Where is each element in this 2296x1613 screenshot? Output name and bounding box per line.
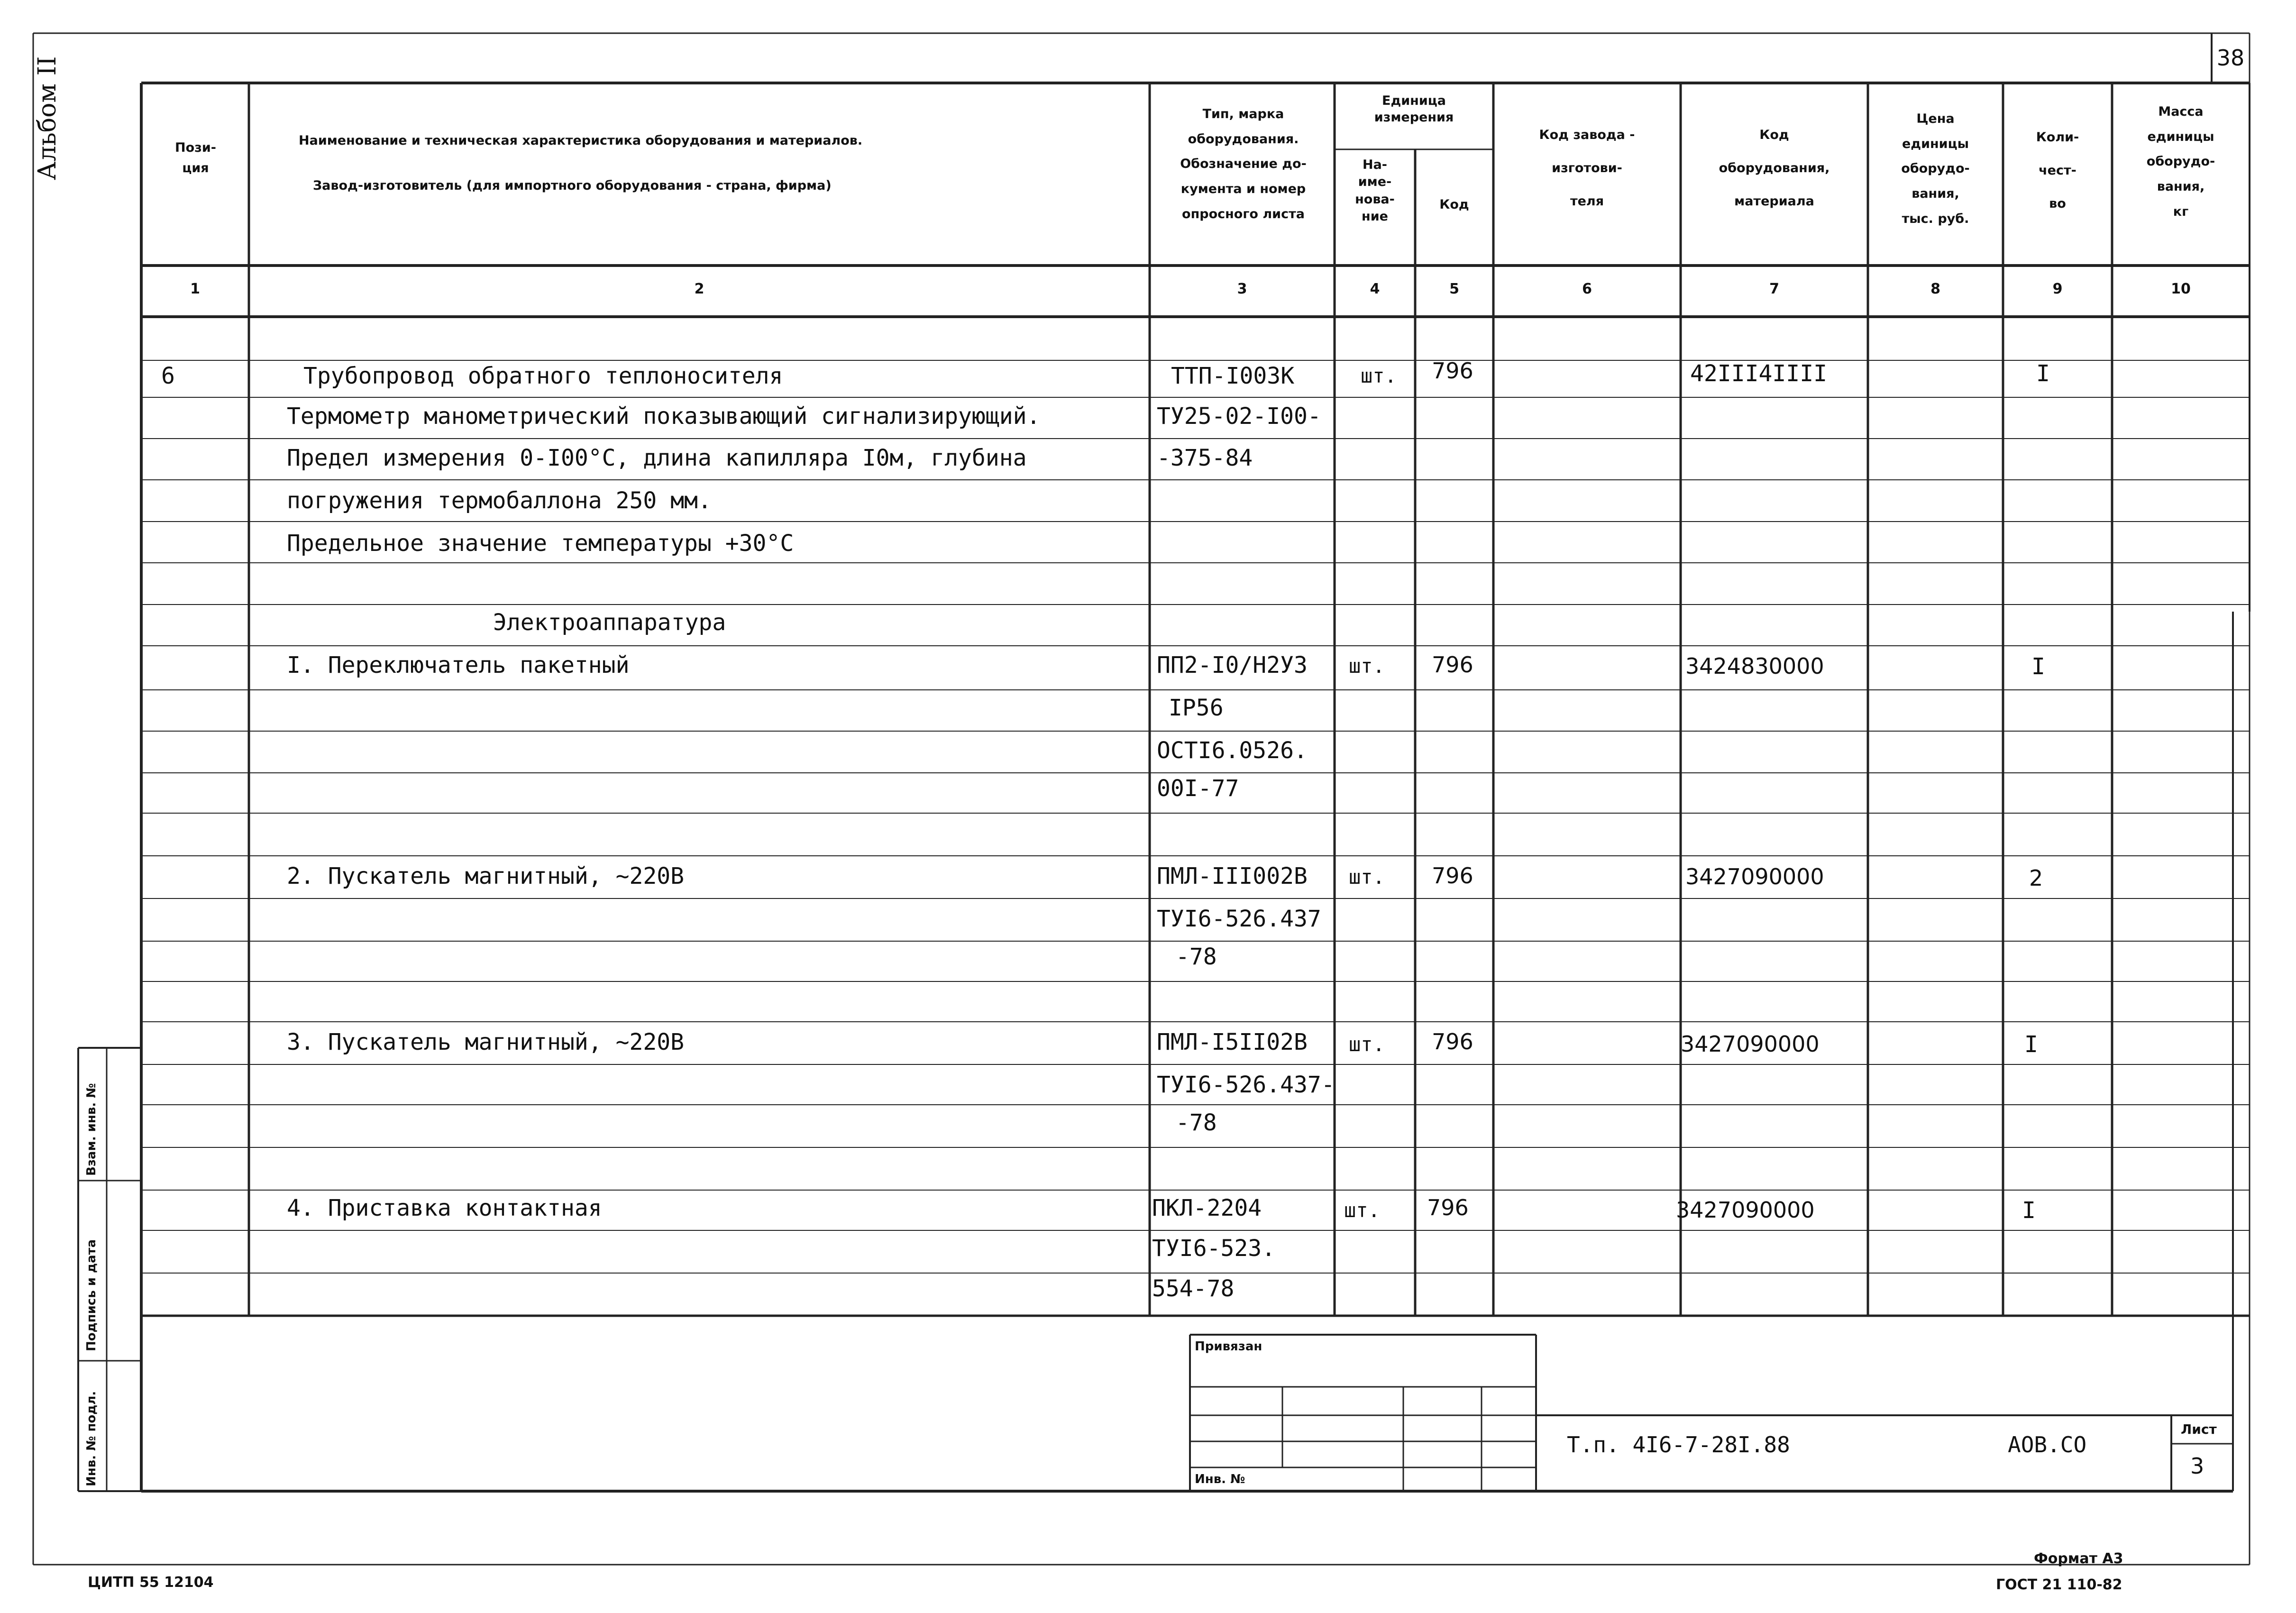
colnum-8: 8 [1930,281,1940,297]
header-quantity: Коли- чест- во [2036,130,2079,211]
row-unit-code: 796 [1427,1195,1469,1220]
header-price: Цена единицы оборудо- вания, тыс. руб. [1901,111,1970,226]
row-type: ТУ25-02-I00- [1157,403,1321,430]
row-type: ПП2-I0/Н2У3 [1157,652,1308,678]
row-unit: шт. [1349,865,1385,889]
row-equipment-code: 42III4IIII [1690,360,1827,387]
row-type: 00I-77 [1157,775,1239,802]
row-quantity: I [2036,360,2050,387]
row-name: 3. Пускатель магнитный, ~220В [287,1029,685,1055]
row-type: ТУI6-523. [1152,1235,1276,1262]
colnum-10: 10 [2171,281,2191,297]
row-type: IP56 [1169,695,1224,721]
row-name: Термометр манометрический показывающий сигнализирующий. [287,403,1041,430]
row-equipment-code: 3427090000 [1685,864,1824,889]
header-mass: Масса единицы оборудо- вания, кг [2146,104,2215,219]
row-equipment-code: 3424830000 [1685,653,1824,679]
footer-format: Формат А3 [2034,1550,2123,1567]
colnum-4: 4 [1370,281,1380,297]
header-unit-code: Код [1439,197,1469,212]
colnum-2: 2 [694,281,704,297]
row-equipment-code: 3427090000 [1681,1031,1820,1057]
stamp-inv-no: Инв. № [1195,1472,1245,1486]
section-title: Электроаппаратура [493,609,726,636]
row-type: ТТП-I003К [1171,363,1295,389]
side-label-inv-podl: Инв. № подл. [84,1391,99,1486]
colnum-6: 6 [1582,281,1592,297]
stamp-privyazan: Привязан [1195,1339,1262,1354]
colnum-9: 9 [2052,281,2063,297]
row-unit-code: 796 [1432,863,1473,889]
colnum-3: 3 [1237,281,1247,297]
header-equipment-code: Код оборудования, материала [1719,128,1830,209]
row-type: ПКЛ-2204 [1152,1195,1262,1221]
header-unit: Единица измерения [1374,93,1454,125]
row-name: I. Переключатель пакетный [287,652,630,678]
row-quantity: 2 [2029,865,2043,891]
album-label: Альбом II [33,56,62,180]
stamp-code: АОВ.СО [2008,1432,2087,1457]
row-unit: шт. [1361,364,1397,387]
row-unit: шт. [1349,654,1385,678]
header-unit-name: На- име- нова- ние [1355,157,1395,224]
colnum-5: 5 [1449,281,1459,297]
row-quantity: I [2024,1031,2038,1058]
header-name-line1: Наименование и техническая характеристика оборудования и материалов. [299,133,863,148]
row-name: погружения термобаллона 250 мм. [287,487,712,514]
row-unit-code: 796 [1432,652,1473,678]
stamp-designation: Т.п. 4I6-7-28I.88 [1567,1432,1790,1457]
header-type: Тип, марка оборудования. Обозначение до- кумента и номер опросного листа [1180,107,1307,221]
sheet-number: 38 [2216,45,2245,71]
row-name: 2. Пускатель магнитный, ~220В [287,863,685,889]
row-type: ПМЛ-I5II02В [1157,1029,1308,1055]
row-type: ТУI6-526.437- [1157,1072,1335,1098]
row-name: Трубопровод обратного теплоносителя [303,363,783,389]
header-manufacturer-code: Код завода - изготови- теля [1539,128,1635,209]
row-type: -78 [1176,1109,1217,1136]
row-type: ОСТI6.0526. [1157,737,1308,764]
row-unit-code: 796 [1432,1029,1473,1054]
row-name: Предел измерения 0-I00°С, длина капилляра I0м, глубина [287,445,1027,471]
row-type: ТУI6-526.437 [1157,906,1321,932]
row-quantity: I [2031,653,2045,680]
stamp-list-number: 3 [2190,1453,2205,1479]
row-type: -78 [1176,944,1217,970]
row-equipment-code: 3427090000 [1676,1197,1815,1223]
row-unit-code: 796 [1432,358,1473,384]
row-position: 6 [161,363,175,389]
row-name: 4. Приставка контактная [287,1195,602,1221]
colnum-7: 7 [1769,281,1779,297]
row-type: -375-84 [1157,445,1253,471]
row-unit: шт. [1344,1199,1380,1222]
row-name: Предельное значение температуры +30°С [287,530,794,557]
colnum-1: 1 [190,281,200,297]
side-label-podpis: Подпись и дата [84,1239,99,1351]
header-name-line2: Завод-изготовитель (для импортного оборудования - страна, фирма) [313,178,832,193]
row-unit: шт. [1349,1033,1385,1056]
footer-gost: ГОСТ 21 110-82 [1996,1576,2122,1593]
row-type: 554-78 [1152,1275,1235,1302]
row-type: ПМЛ-III002В [1157,863,1308,889]
stamp-list-label: Лист [2181,1421,2217,1437]
header-position: Пози- ция [175,140,216,176]
footer-left: ЦИТП 55 12104 [88,1574,214,1591]
side-label-vzam: Взам. инв. № [84,1083,99,1176]
row-quantity: I [2022,1197,2036,1224]
